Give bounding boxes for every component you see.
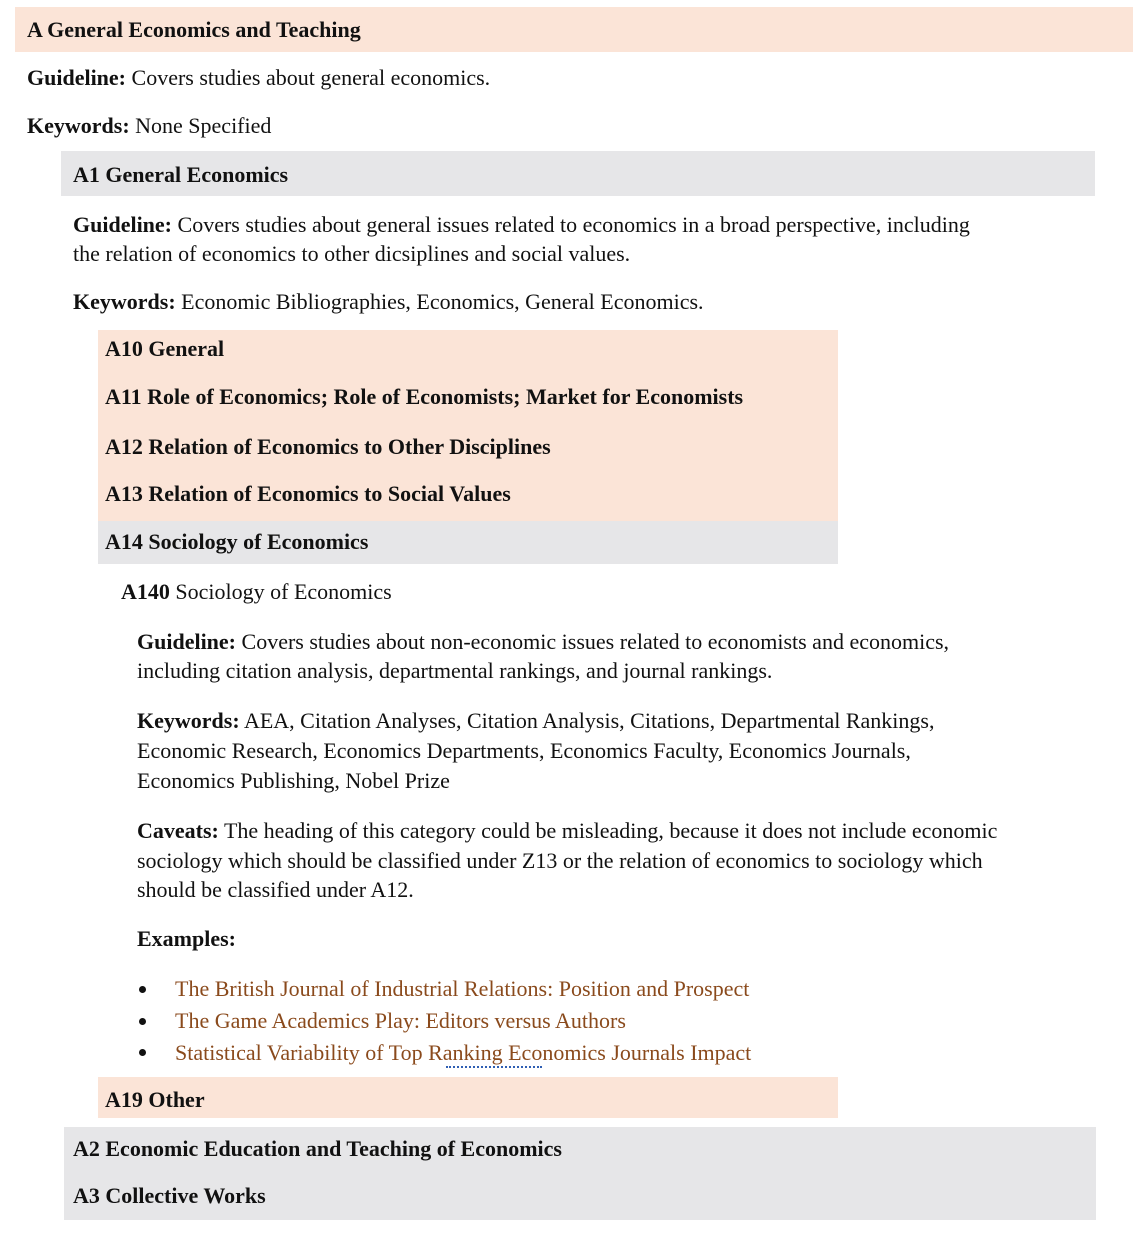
section-a1-guideline-line2: the relation of economics to other dicsiplines and social values. xyxy=(73,241,631,266)
a140-guideline-line1 xyxy=(137,629,949,655)
section-a-keywords xyxy=(27,113,271,139)
spellcheck-underline xyxy=(446,1063,542,1068)
a140-caveats-line1 xyxy=(137,818,997,844)
example-link-3[interactable]: Statistical Variability of Top Ranking Economics Journals Impact xyxy=(175,1040,752,1065)
example-link-1[interactable]: The British Journal of Industrial Relations: Position and Prospect xyxy=(175,976,750,1001)
keywords-text: AEA, Citation Analyses, Citation Analysis, Citations, Departmental Rankings, xyxy=(239,708,935,733)
section-a1-heading[interactable]: A1 General Economics xyxy=(73,162,289,187)
guideline-label: Guideline: xyxy=(73,212,173,237)
caveats-label: Caveats: xyxy=(137,818,219,843)
a140-code: A140 xyxy=(121,579,170,604)
section-a1-keywords xyxy=(73,289,704,315)
section-a-heading[interactable]: A General Economics and Teaching xyxy=(27,17,361,42)
subcategory-a11[interactable]: A11 Role of Economics; Role of Economists; Market for Economists xyxy=(105,384,744,409)
bullet-icon xyxy=(139,1018,146,1025)
subcategory-a12[interactable]: A12 Relation of Economics to Other Disciplines xyxy=(105,434,551,459)
a140-caveats-line3: should be classified under A12. xyxy=(137,877,414,902)
a19-header-band xyxy=(98,1077,838,1118)
guideline-label: Guideline: xyxy=(27,65,127,90)
bullet-icon xyxy=(139,986,146,993)
guideline-label: Guideline: xyxy=(137,629,237,654)
a140-caveats-line2: sociology which should be classified under Z13 or the relation of economics to sociology which xyxy=(137,848,983,873)
examples-label: Examples: xyxy=(137,926,236,951)
section-a1-guideline-line1 xyxy=(73,212,970,238)
section-a3-heading[interactable]: A3 Collective Works xyxy=(73,1183,266,1208)
caveats-text: The heading of this category could be misleading, because it does not include economic xyxy=(218,818,998,843)
subcategory-a19[interactable]: A19 Other xyxy=(105,1087,205,1112)
keywords-text: None Specified xyxy=(129,113,272,138)
a140-title: Sociology of Economics xyxy=(169,579,392,604)
example-link-2[interactable]: The Game Academics Play: Editors versus Authors xyxy=(175,1008,626,1033)
section-a2-heading[interactable]: A2 Economic Education and Teaching of Economics xyxy=(73,1136,562,1161)
subcategory-a13[interactable]: A13 Relation of Economics to Social Values xyxy=(105,481,511,506)
a140-keywords-line1 xyxy=(137,708,934,734)
keywords-label: Keywords: xyxy=(137,708,240,733)
guideline-text: Covers studies about general issues related to economics in a broad perspective, including xyxy=(172,212,970,237)
a140-keywords-line3: Economics Publishing, Nobel Prize xyxy=(137,768,450,793)
section-a-guideline xyxy=(27,65,490,91)
subcategory-a10[interactable]: A10 General xyxy=(105,336,225,361)
guideline-text: Covers studies about non-economic issues related to economists and economics, xyxy=(236,629,950,654)
a140-heading[interactable] xyxy=(121,579,392,605)
keywords-label: Keywords: xyxy=(73,289,176,314)
subcategory-a14[interactable]: A14 Sociology of Economics xyxy=(105,529,369,554)
a140-keywords-line2: Economic Research, Economics Departments, Economics Faculty, Economics Journals, xyxy=(137,738,911,763)
keywords-label: Keywords: xyxy=(27,113,130,138)
a140-guideline-line2: including citation analysis, departmental rankings, and journal rankings. xyxy=(137,658,773,683)
keywords-text: Economic Bibliographies, Economics, General Economics. xyxy=(175,289,704,314)
bullet-icon xyxy=(139,1049,146,1056)
guideline-text: Covers studies about general economics. xyxy=(126,65,491,90)
